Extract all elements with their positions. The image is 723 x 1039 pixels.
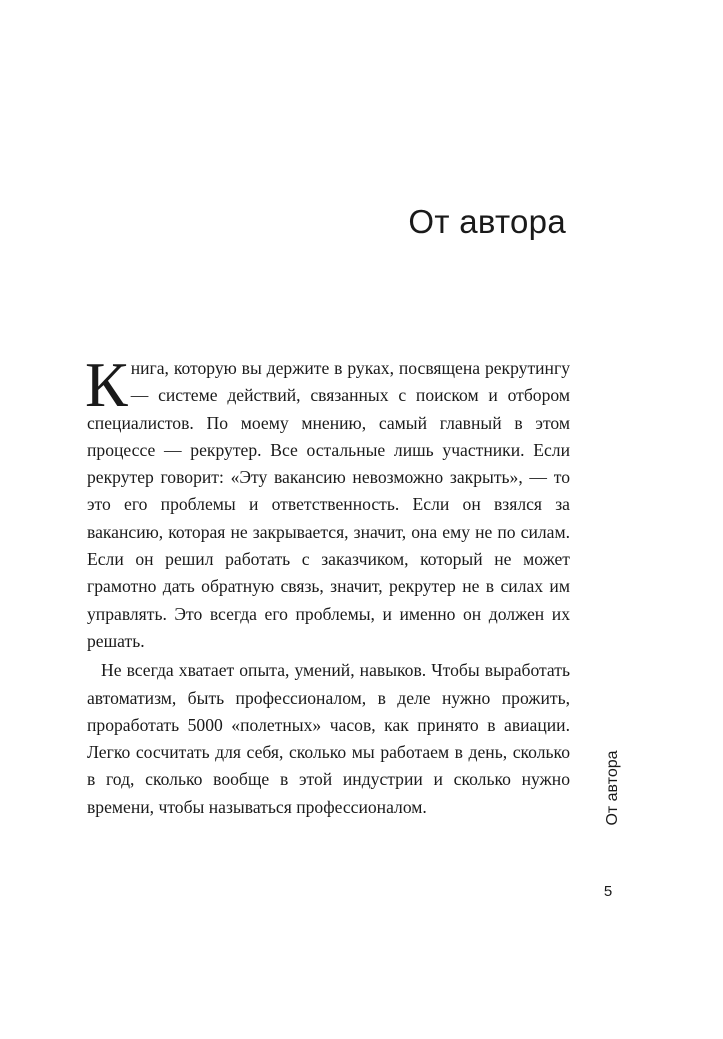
- paragraph-1: [85, 349, 570, 655]
- page-number: 5: [603, 883, 613, 900]
- paragraph-1-text: нига, которую вы держите в руках, посвящена рекрутингу — системе действий, связанных с поиском и отбором специалистов. По моему мнению, самый главный в этом процессе — рекрутер. Все остальные лишь участники. Если рекрутер говорит: «Эту вакансию невозможно закрыть», — то это его проблемы и ответственность. Если он взялся за вакансию, которая не закрывается, значит, она ему не по силам. Если он решил работать с заказчиком, который не может грамотно дать обратную связь, значит, рекрутер не в силах им управлять. Это всегда его проблемы, и именно он должен их решать.: [87, 358, 570, 651]
- paragraph-2: Не всегда хватает опыта, умений, навыков. Чтобы выработать автоматизм, быть профессионалом, в деле нужно прожить, проработать 5000 «полетных» часов, как принято в авиации. Легко сосчитать для себя, сколько мы работаем в день, сколько в год, сколько вообще в этой индустрии и сколько нужно времени, чтобы называться профессионалом.: [87, 660, 570, 817]
- drop-cap: К: [85, 349, 128, 420]
- running-head-text: От автора: [603, 749, 621, 826]
- running-head: [600, 745, 625, 830]
- chapter-title: От автора: [408, 203, 566, 240]
- body-text: [85, 349, 570, 821]
